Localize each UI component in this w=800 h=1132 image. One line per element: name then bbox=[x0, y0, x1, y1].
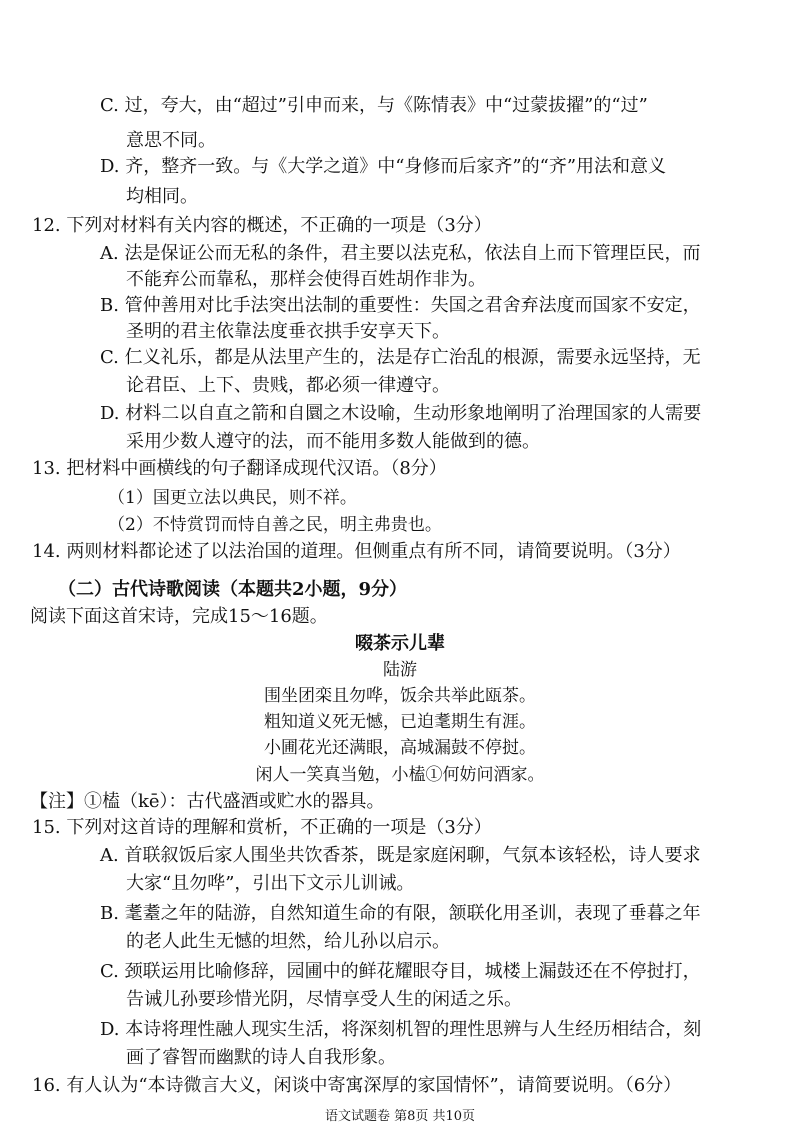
q15-stem: 15. 下列对这首诗的理解和赏析，不正确的一项是（3分） bbox=[32, 817, 492, 838]
poem-annotation: 【注】①榼（kē）：古代盛酒或贮水的器具。 bbox=[30, 791, 385, 812]
q15-option-b-line2: 的老人此生无憾的坦然，给儿孙以启示。 bbox=[126, 931, 450, 952]
q11-option-d-line1: D. 齐，整齐一致。与《大学之道》中“身修而后家齐”的“齐”用法和意义 bbox=[100, 156, 667, 177]
q12-option-b-line2: 圣明的君主依靠法度垂衣拱手安享天下。 bbox=[126, 321, 450, 342]
q13-stem: 13. 把材料中画横线的句子翻译成现代汉语。（8分） bbox=[32, 458, 447, 479]
page-footer: 语文试题卷 第8页 共10页 bbox=[324, 1109, 476, 1124]
q11-option-c-line1: C. 过，夸大，由“超过”引申而来，与《陈情表》中“过蒙拔擢”的“过” bbox=[100, 95, 648, 116]
q15-option-a-line2: 大家“且勿哗”，引出下文示儿训诫。 bbox=[126, 873, 415, 894]
q15-option-a-line1: A. 首联叙饭后家人围坐共饮香茶，既是家庭闲聊，气氛本该轻松，诗人要求 bbox=[100, 845, 701, 866]
poem-author: 陆游 bbox=[383, 660, 417, 680]
q12-option-b-line1: B. 管仲善用对比手法突出法制的重要性：失国之君舍弃法度而国家不安定， bbox=[100, 295, 701, 316]
q12-option-a-line1: A. 法是保证公而无私的条件，君主要以法克私，依法自上而下管理臣民，而 bbox=[100, 243, 701, 264]
section-heading: （二）古代诗歌阅读（本题共2小题，9分） bbox=[58, 579, 408, 600]
poem-line-2: 粗知道义死无憾，已迫耄期生有涯。 bbox=[264, 712, 536, 732]
q11-option-d-line2: 均相同。 bbox=[126, 186, 198, 207]
q15-option-d-line1: D. 本诗将理性融人现实生活，将深刻机智的理性思辨与人生经历相结合，刻 bbox=[100, 1019, 702, 1040]
q15-option-c-line2: 告诫儿孙要珍惜光阴，尽情享受人生的闲适之乐。 bbox=[126, 989, 522, 1010]
q15-option-b-line1: B. 耄耋之年的陆游，自然知道生命的有限，颔联化用圣训，表现了垂暮之年 bbox=[100, 903, 701, 924]
section-intro: 阅读下面这首宋诗，完成15～16题。 bbox=[30, 606, 328, 627]
poem-line-4: 闲人一笑真当勉，小榼①何妨问酒家。 bbox=[255, 765, 545, 785]
q14-stem: 14. 两则材料都论述了以法治国的道理。但侧重点有所不同，请简要说明。（3分） bbox=[32, 541, 681, 562]
q12-stem: 12. 下列对材料有关内容的概述，不正确的一项是（3分） bbox=[32, 215, 492, 236]
q12-option-a-line2: 不能弃公而靠私，那样会使得百姓胡作非为。 bbox=[126, 269, 486, 290]
q12-option-c-line2: 论君臣、上下、贵贱，都必须一律遵守。 bbox=[126, 375, 450, 396]
poem-title: 啜茶示儿辈 bbox=[355, 633, 445, 654]
q13-sentence-1: （1）国更立法以典民，则不祥。 bbox=[108, 488, 357, 508]
q16-stem: 16. 有人认为“本诗微言大义，闲谈中寄寓深厚的家国情怀”，请简要说明。（6分） bbox=[32, 1075, 682, 1096]
q13-sentence-2: （2）不恃赏罚而恃自善之民，明主弗贵也。 bbox=[108, 515, 442, 535]
poem-line-1: 围坐团栾且勿哗，饭余共举此瓯茶。 bbox=[264, 686, 536, 706]
poem-line-3: 小圃花光还满眼，高城漏鼓不停挝。 bbox=[264, 738, 536, 758]
q12-option-c-line1: C. 仁义礼乐，都是从法里产生的，法是存亡治乱的根源，需要永远坚持，无 bbox=[100, 347, 701, 368]
q11-option-c-line2: 意思不同。 bbox=[126, 130, 216, 151]
q15-option-c-line1: C. 颈联运用比喻修辞，园圃中的鲜花耀眼夺目，城楼上漏鼓还在不停挝打， bbox=[100, 961, 701, 982]
q15-option-d-line2: 画了睿智而幽默的诗人自我形象。 bbox=[126, 1047, 396, 1068]
q12-option-d-line2: 采用少数人遵守的法，而不能用多数人能做到的德。 bbox=[126, 431, 540, 452]
q12-option-d-line1: D. 材料二以自直之箭和自圜之木设喻，生动形象地阐明了治理国家的人需要 bbox=[100, 403, 702, 424]
